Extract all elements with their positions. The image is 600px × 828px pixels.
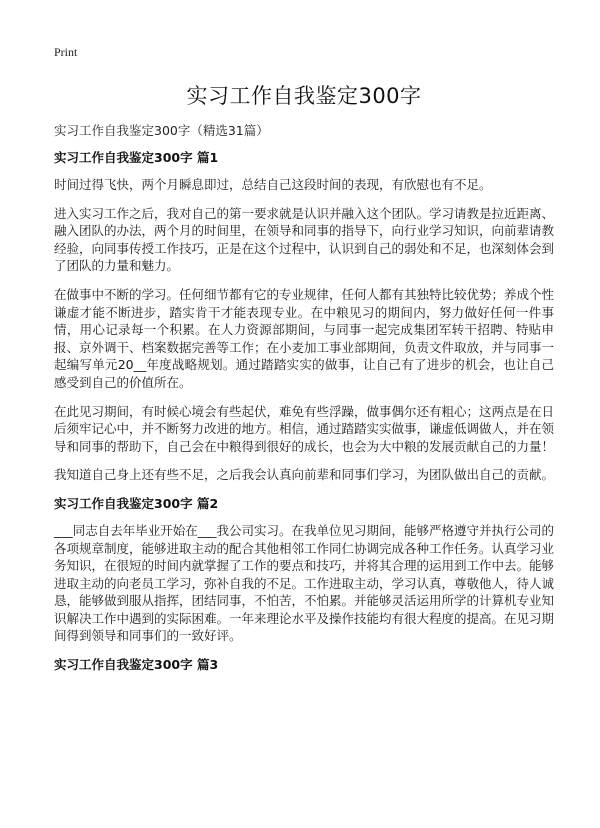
section-3 bbox=[54, 656, 554, 673]
section-heading: 实习工作自我鉴定300字 篇1 bbox=[54, 150, 219, 165]
paragraph: 我知道自己身上还有些不足，之后我会认真向前辈和同事们学习，为团队做出自己的贡献。 bbox=[54, 467, 555, 483]
section-1 bbox=[54, 149, 554, 484]
print-label: Print bbox=[54, 45, 78, 59]
paragraph: ___同志自去年毕业开始在___我公司实习。在我单位见习期间，能够严格遵守并执行公司的各项规章制度，能够进取主动的配合其他相邻工作同仁协调完成各种工作任务。认真学习业务知识，在很短的时间内就掌握了工作的要点和技巧，并将其合理的运用到工作中去。能够进取主动的向老员工学习，弥补自我的不足。工作进取主动，学习认真，尊敬他人，待人诚恳，能够做到服从指挥，团结同事，不怕苦，不怕累。并能够灵活运用所学的计算机专业知识解决工作中遇到的实际困难。一年来理论水平及操作技能均有很大程度的提高。在见习期间得到领导和同事们的一致好评。 bbox=[54, 522, 555, 644]
paragraph: 在做事中不断的学习。任何细节都有它的专业规律，任何人都有其独特比较优势；养成个性谦虚才能不断进步，踏实肯干才能表现专业。在中粮见习的期间内，努力做好任何一件事情，用心记录每一个积累。在人力资源部期间，与同事一起完成集团军转干招聘、特贴申报、京外调干、档案数据完善等工作；在小麦加工事业部期间，负责文件取放，并与同事一起编写单元20__年度战略规划。通过踏踏实实的做事，让自己有了进步的机会，也让自己感受到自己的价值所在。 bbox=[54, 286, 555, 390]
paragraph: 时间过得飞快，两个月瞬息即过，总结自己这段时间的表现，有欣慰也有不足。 bbox=[54, 177, 492, 192]
page-subtitle: 实习工作自我鉴定300字（精选31篇） bbox=[54, 123, 269, 138]
section-heading: 实习工作自我鉴定300字 篇2 bbox=[54, 495, 219, 511]
paragraph: 在此见习期间，有时候心境会有些起伏，难免有些浮躁，做事偶尔还有粗心；这两点是在日后须牢记心中，并不断努力改进的地方。相信，通过踏踏实实做事，谦虚低调做人，并在领导和同事的帮助下，自己会在中粮得到很好的成长，也会为大中粮的发展贡献自己的力量！ bbox=[54, 403, 555, 454]
section-2 bbox=[54, 495, 554, 645]
page-title: 实习工作自我鉴定300字 bbox=[186, 84, 422, 108]
paragraph: 进入实习工作之后，我对自己的第一要求就是认识并融入这个团队。学习请教是拉近距离、融入团队的办法，两个月的时间里，在领导和同事的指导下，向行业学习知识，向前辈请教经验，向同事传授工作技巧，正是在这个过程中，认识到自己的弱处和不足，也深刻体会到了团队的力量和魅力。 bbox=[54, 205, 555, 274]
document-body bbox=[54, 149, 554, 683]
section-heading: 实习工作自我鉴定300字 篇3 bbox=[54, 657, 219, 673]
document-page bbox=[54, 0, 554, 828]
